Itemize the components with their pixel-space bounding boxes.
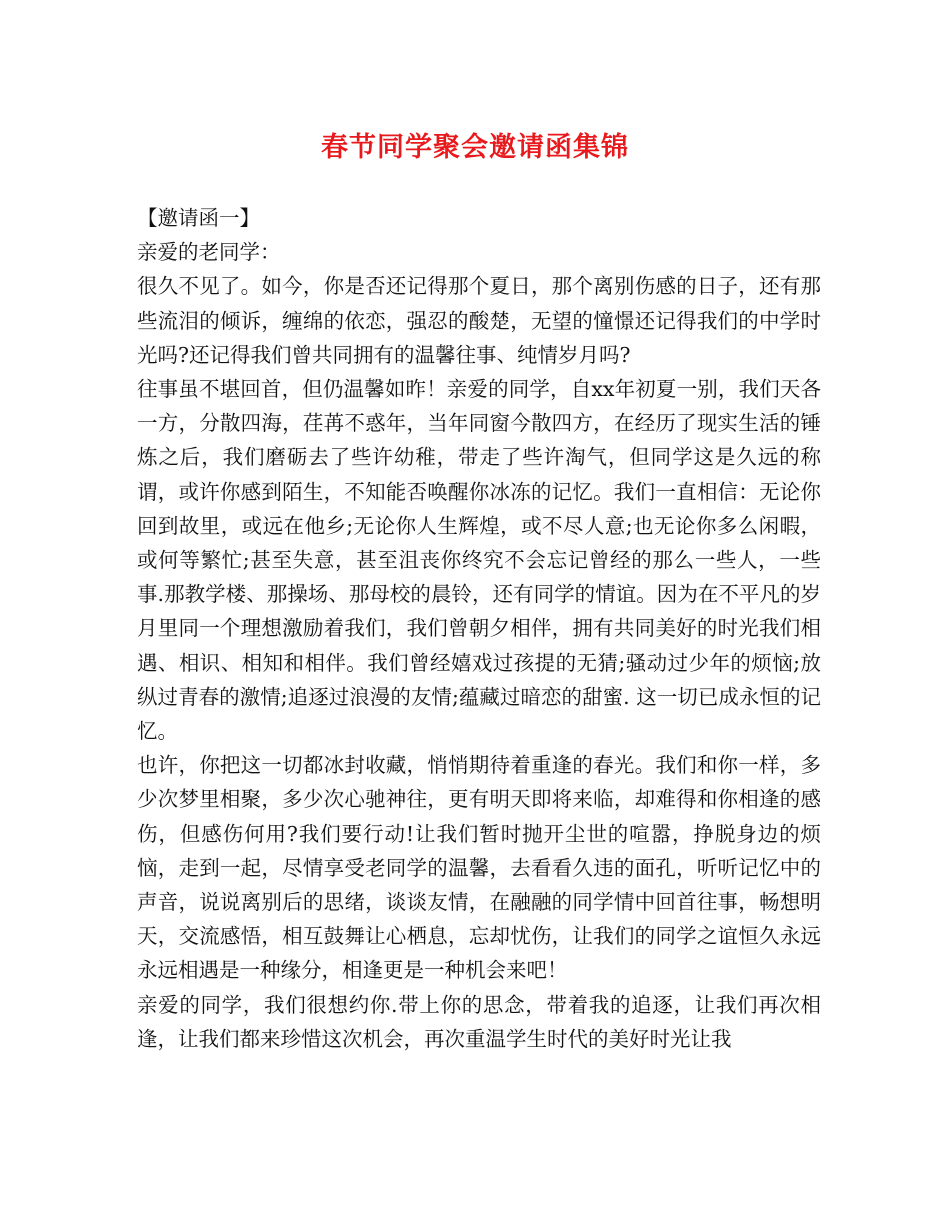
salutation: 亲爱的老同学： xyxy=(137,240,281,265)
paragraph-1: 很久不见了。如今，你是否还记得那个夏日，那个离别伤感的日子，还有那些流泪的倾诉，缠绵的依恋，强忍的酸楚，无望的憧憬还记得我们的中学时光吗?还记得我们曾共同拥有的温馨往事、纯情岁月吗? xyxy=(137,274,821,367)
page-title: 春节同学聚会邀请函集锦 xyxy=(321,132,629,163)
paragraph-2: 往事虽不堪回首，但仍温馨如昨！亲爱的同学，自xx年初夏一别，我们天各一方，分散四海，荏苒不惑年，当年同窗今散四方，在经历了现实生活的锤炼之后，我们磨砺去了些许幼稚，带走了些许淘气，但同学这是久远的称谓，或许你感到陌生，不知能否唤醒你冰冻的记忆。我们一直相信：无论你回到故里，或远在他乡;无论你人生辉煌，或不尽人意;也无论你多么闲暇，或何等繁忙;甚至失意，甚至沮丧你终究不会忘记曾经的那么一些人，一些事.那教学楼、那操场、那母校的晨铃，还有同学的情谊。因为在不平凡的岁月里同一个理想激励着我们，我们曾朝夕相伴，拥有共同美好的时光我们相遇、相识、相知和相伴。我们曾经嬉戏过孩提的无猜;骚动过少年的烦恼;放纵过青春的激情;追逐过浪漫的友情;蕴藏过暗恋的甜蜜. 这一切已成永恒的记忆。 xyxy=(137,377,821,744)
paragraph-3: 也许，你把这一切都冰封收藏，悄悄期待着重逢的春光。我们和你一样，多少次梦里相聚，多少次心驰神往，更有明天即将来临，却难得和你相逢的感伤，但感伤何用?我们要行动!让我们暂时抛开尘世的喧嚣，挣脱身边的烦恼，走到一起，尽情享受老同学的温馨，去看看久违的面孔，听听记忆中的声音，说说离别后的思绪，谈谈友情，在融融的同学情中回首往事，畅想明天，交流感悟，相互鼓舞让心栖息，忘却忧伤，让我们的同学之谊恒久永远永远相遇是一种缘分，相逢更是一种机会来吧！ xyxy=(137,753,821,983)
section-heading: 【邀请函一】 xyxy=(137,206,260,230)
document-body xyxy=(137,201,821,1056)
paragraph-4: 亲爱的同学，我们很想约你.带上你的思念，带着我的追逐，让我们再次相逢，让我们都来珍惜这次机会，再次重温学生时代的美好时光让我 xyxy=(137,992,821,1051)
